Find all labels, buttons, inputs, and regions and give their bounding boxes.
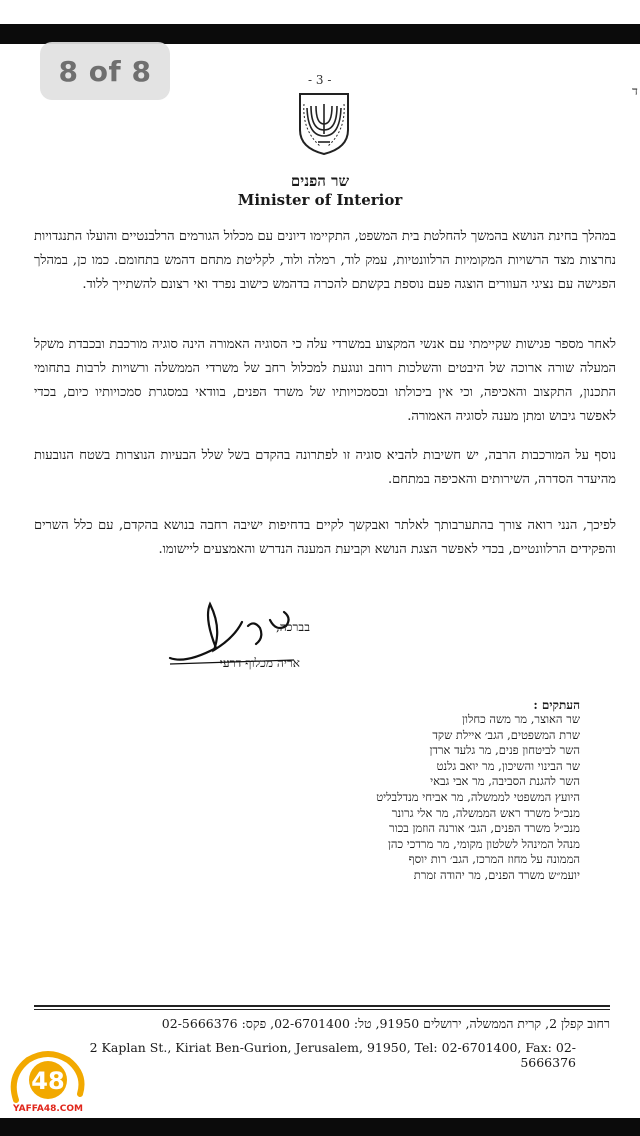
letterhead-hebrew: שר הפנים <box>290 172 350 190</box>
paragraph-1: במהלך בחינת הנושא בהמשך להחלטת בית המשפט, התקיימו דיונים עם מכלול הגורמים הרלבנטיים והועלו התנגדויות נחרצות מצד הרשויות המקומיות הרלוונטיות, עמק לוד, רמלה ולוד, לקליטת מתחם דהמש בתחומם. כמו כן, במהלך הפגישה עם נציגי העוורים הוצגה פעם נוספת בקשתם להכרה בדהמש כישוב נפרד ואי רצונם להשתייך ללוד. <box>34 229 616 292</box>
cc-list <box>280 712 580 884</box>
cc-list-item: מנכ״ל משרד הפנים, הגב׳ אורנה הוזמן בכור <box>389 821 580 836</box>
cc-heading: העתקים : <box>533 698 580 712</box>
footer-divider-thin <box>34 1009 610 1010</box>
page-number: - 3 - <box>308 73 332 87</box>
cc-list-item: יועמ״ש משרד הפנים, מר יהודה זמרת <box>413 867 580 882</box>
cc-list-item: שר הבינוי והשיכון, מר יואב גלנט <box>436 758 580 773</box>
corner-mark: ד <box>632 84 638 98</box>
signer-name: אריה מכלוף דרעי <box>219 656 300 670</box>
paragraph-4: לפיכך, הנני רואה צורך בהתערבותך לאלתר ואבקשך לקיים בדחיפות ישיבה רחבה בנושא בהקדם, עם כלל השרים והפקידים הרלוונטיים, בכדי לאפשר הצגת הנושא וקביעת המענה הנדרש והאמצעים ליישומו. <box>34 518 616 557</box>
cc-list-item: שר האוצר, מר משה כחלון <box>462 712 580 726</box>
logo-wordmark: YAFFA48.COM <box>12 1104 83 1114</box>
letterhead-english: Minister of Interior <box>237 191 403 209</box>
top-strip <box>0 0 640 24</box>
dark-band-top <box>0 24 640 44</box>
yaffa48-logo <box>6 1050 90 1126</box>
dark-band-bottom <box>0 1118 640 1136</box>
cc-list-item: השר לביטחון פנים, מר גלעד ארדן <box>429 743 580 758</box>
closing-greeting: בברכה, <box>275 620 310 634</box>
cc-list-item: מנהל המינהל לשלטון מקומי, מר מרדכי כהן <box>387 836 580 851</box>
footer-divider <box>34 1005 610 1007</box>
cc-list-item: מנכ״ל משרד ראש הממשלה, מר אלי גרונר <box>391 805 580 820</box>
logo-number: 48 <box>31 1067 65 1095</box>
cc-list-item: שרת המשפטים, הגב׳ איילת שקד <box>432 727 580 742</box>
page-counter-badge: 8 of 8 <box>40 42 170 100</box>
yaffa48-logo-icon <box>6 1050 90 1106</box>
cc-list-item: השר להגנת הסביבה, מר אבי גבאי <box>430 774 580 789</box>
footer-address-hebrew: רחוב קפלן 2, קרית הממשלה, ירושלים 91950, טל: 02-6701400, פקס: 02-5666376 <box>161 1016 610 1031</box>
state-emblem-icon <box>294 90 354 156</box>
footer-address-english: 2 Kaplan St., Kiriat Ben-Gurion, Jerusalem, 91950, Tel: 02-6701400, Fax: 02-5666376 <box>89 1040 576 1070</box>
paragraph-3: נוסף על המורכבות הרבה, יש חשיבות להביא סוגיה זו לפתרונה בהקדם בשל שלל הבעיות הנוצרות בשטח הנובעות מהיעדר הסדרה, השירותים והאכיפה במתחם. <box>34 448 616 487</box>
cc-list-item: הממונה על מחוז המרכז, הגב׳ רות יוסף <box>408 852 580 867</box>
paragraph-2: לאחר מספר פגישות שקיימתי עם אנשי המקצוע במשרדי עלה כי הסוגיה האמורה הינה סוגיה מורכבת ובכבדת משקל המעלה שורה ארוכה של היבטים והשלכות רוחב ונוגעת למכלול רחב של משרדי הממשלה ורשויות לרבות בתחומי התכנון, התקצוב והאכיפה, וכי אין ביכולתו ובסמכויותיו של משרד הפנים, בוודאי במסגרת סמכויותיו כיום, בכדי לאפשר גיבוש ומתן מענה לסוגיה האמורה. <box>34 337 616 424</box>
cc-list-item: היועץ המשפטי לממשלה, מר אביחי מנדלבליט <box>376 789 580 804</box>
